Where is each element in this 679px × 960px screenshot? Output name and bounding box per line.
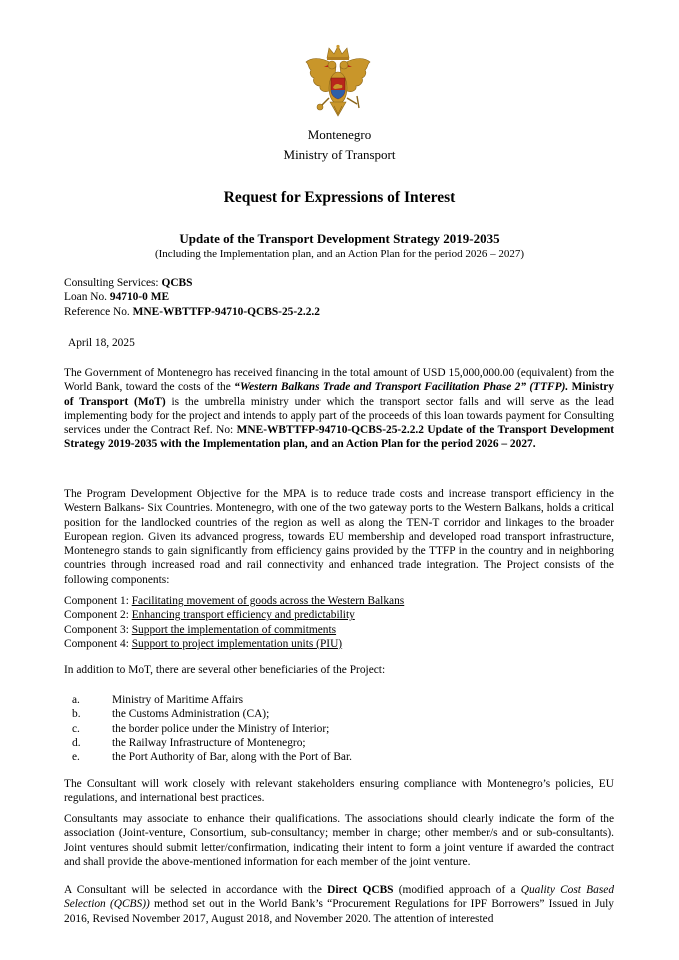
objective-paragraph: The Program Development Objective for the MPA is to reduce trade costs and increase transport efficiency in the Western Balkans- Six Countries. Montenegro, with one of the two gateway ports to the Western Balkans, holds a critical position for the landlocked countries of the region as well as along the TEN-T corridor and linkages to the broader European region. Given its advanced progress, towards EU membership and developed road transport infrastructure, Montenegro stands to gain significantly from efficiency gains provided by the TTFP in the country and in neighboring countries through increased road and rail connectivity and enhanced trade integration. The Project consists of the following components:	[64, 488, 614, 586]
ministry-ref: Ministry of Transport (MoT)	[64, 381, 615, 408]
services-line: Consulting Services: QCBS	[64, 277, 193, 289]
services-value: QCBS	[161, 277, 193, 289]
component-item: Component 3: Support the implementation of commitments	[64, 623, 337, 636]
project-name: “Western Balkans Trade and Transport Facilitation Phase 2” (TTFP).	[234, 381, 569, 394]
list-item: e. the Port Authority of Bar, along with the Port of Bar.	[72, 751, 352, 764]
subtitle-note: (Including the Implementation plan, and an Action Plan for the period 2026 – 2027)	[154, 248, 525, 260]
component-item: Component 2: Enhancing transport efficiency and predictability	[64, 609, 355, 622]
page-title: Request for Expressions of Interest	[223, 189, 456, 206]
components-list	[64, 594, 614, 651]
component-item: Component 1: Facilitating movement of goods across the Western Balkans	[64, 595, 405, 607]
compliance-paragraph: The Consultant will work closely with relevant stakeholders ensuring compliance with Montenegro’s policies, EU regulations, and international best practices.	[64, 778, 614, 805]
component-link[interactable]: Support to project implementation units (PIU)	[131, 637, 343, 650]
procurement-meta	[64, 276, 614, 319]
coat-of-arms-icon	[303, 44, 373, 122]
loan-value: 94710-0 ME	[109, 291, 170, 304]
component-link[interactable]: Support the implementation of commitments	[131, 623, 337, 636]
page-subtitle: Update of the Transport Development Strategy 2019-2035	[179, 231, 500, 246]
reference-value: MNE-WBTTFP-94710-QCBS-25-2.2.2	[132, 305, 320, 318]
beneficiaries-list	[72, 693, 622, 764]
reference-line: Reference No. MNE-WBTTFP-94710-QCBS-25-2.2.2	[64, 305, 320, 318]
component-link[interactable]: Enhancing transport efficiency and predictability	[131, 609, 355, 622]
association-paragraph: Consultants may associate to enhance their qualifications. The associations should clearly indicate the form of the association (Joint-venture, Consortium, sub-consultancy; member in charge; other member/s and or sub-consultants). Joint ventures should submit letter/confirmation, indicating their intent to form a joint venture if awarded the contract and shall provide the above-mentioned information for each member of the joint venture.	[64, 813, 614, 868]
loan-line: Loan No. 94710-0 ME	[64, 291, 170, 304]
component-item: Component 4: Support to project implementation units (PIU)	[64, 637, 343, 650]
list-item: d. the Railway Infrastructure of Montenegro;	[72, 736, 306, 749]
list-item: c. the border police under the Ministry of Interior;	[72, 722, 330, 735]
financing-paragraph: The Government of Montenegro has received financing in the total amount of USD 15,000,000.00 (equivalent) from the World Bank, toward the costs of the “Western Balkans Trade and Transport Facilitation Phase 2” (TTFP). Ministry of Transport (MoT) is the umbrella ministry under which the transport sector falls and will serve as the lead implementing body for the project and intends to apply part of the proceeds of this loan towards payment for Consulting services under the Contract Ref. No: MNE-WBTTFP-94710-QCBS-25-2.2.2 Update of the Transport Development Strategy 2019-2035 with the Implementation plan, and an Action Plan for the period 2026 – 2027.	[64, 367, 615, 451]
selection-method: Direct QCBS	[327, 884, 394, 896]
list-item: b. the Customs Administration (CA);	[72, 708, 270, 721]
contract-ref: MNE-WBTTFP-94710-QCBS-25-2.2.2 Update of the Transport Development Strategy 2019-2035 with the Implementation plan, and an Action Plan for the period 2026 – 2027.	[64, 424, 615, 451]
ministry-name: Ministry of Transport	[283, 147, 396, 162]
issue-date: April 18, 2025	[68, 337, 135, 349]
component-link[interactable]: Facilitating movement of goods across the Western Balkans	[131, 595, 405, 607]
selection-paragraph: A Consultant will be selected in accordance with the Direct QCBS (modified approach of a Quality Cost Based Selection (QCBS)) method set out in the World Bank’s “Procurement Regulations for IPF Borrowers” Issued in July 2016, Revised November 2017, August 2018, and November 2020. The attention of interested	[64, 884, 615, 925]
list-item: a. Ministry of Maritime Affairs	[72, 694, 244, 706]
beneficiaries-intro: In addition to MoT, there are several other beneficiaries of the Project:	[64, 664, 386, 676]
qcbs-term: Quality Cost Based Selection (QCBS))	[64, 884, 615, 911]
country-name: Montenegro	[307, 127, 372, 142]
